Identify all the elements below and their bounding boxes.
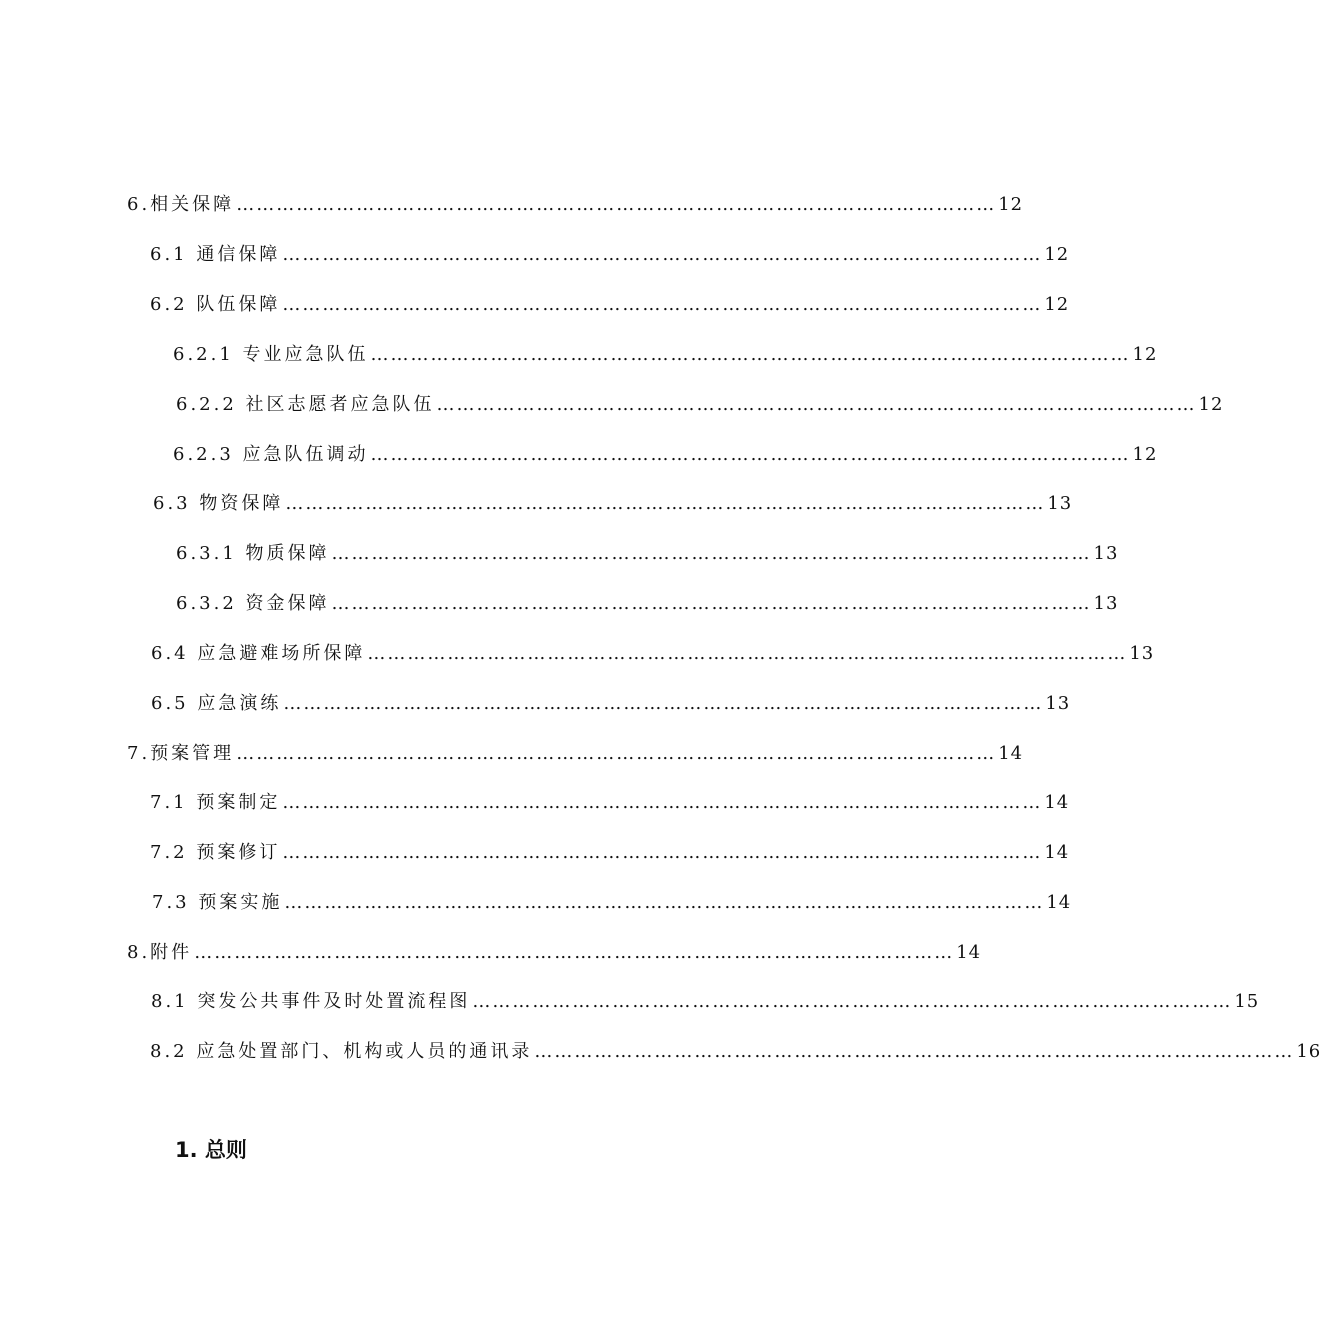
toc-entry-label: 6.2.2 社区志愿者应急队伍 bbox=[176, 394, 435, 415]
toc-entry-page: 13 bbox=[1047, 493, 1073, 514]
toc-entry-page: 12 bbox=[998, 194, 1024, 215]
toc-entry-6-3-2[interactable] bbox=[176, 590, 1119, 618]
toc-entry-7-3[interactable] bbox=[152, 889, 1072, 917]
toc-entry-6-2-3[interactable] bbox=[173, 441, 1158, 469]
toc-leader-dots: …………………………………………………………………………………………………… bbox=[283, 693, 1044, 714]
toc-entry-page: 12 bbox=[1132, 344, 1158, 365]
toc-leader-dots: …………………………………………………………………………………………………… bbox=[285, 493, 1046, 514]
toc-entry-label: 6.相关保障 bbox=[127, 194, 235, 215]
toc-leader-dots: …………………………………………………………………………………………………… bbox=[534, 1041, 1295, 1062]
toc-entry-label: 6.2 队伍保障 bbox=[150, 294, 281, 315]
toc-entry-6-1[interactable] bbox=[150, 241, 1070, 269]
toc-entry-7-1[interactable] bbox=[150, 789, 1070, 817]
toc-entry-page: 13 bbox=[1129, 643, 1155, 664]
toc-entry-label: 8.2 应急处置部门、机构或人员的通讯录 bbox=[150, 1041, 533, 1062]
toc-leader-dots: …………………………………………………………………………………………………… bbox=[284, 892, 1045, 913]
toc-entry-6-5[interactable] bbox=[151, 690, 1071, 718]
toc-leader-dots: …………………………………………………………………………………………………… bbox=[472, 991, 1233, 1012]
toc-entry-7[interactable] bbox=[127, 740, 1024, 768]
toc-entry-page: 14 bbox=[998, 743, 1024, 764]
toc-entry-8[interactable] bbox=[127, 939, 982, 967]
toc-entry-6-4[interactable] bbox=[151, 640, 1155, 668]
toc-entry-label: 6.2.1 专业应急队伍 bbox=[173, 344, 369, 365]
toc-entry-label: 6.2.3 应急队伍调动 bbox=[173, 444, 369, 465]
toc-entry-6-2-1[interactable] bbox=[173, 341, 1158, 369]
toc-entry-label: 7.3 预案实施 bbox=[152, 892, 283, 913]
toc-leader-dots: …………………………………………………………………………………………………… bbox=[282, 244, 1043, 265]
toc-leader-dots: …………………………………………………………………………………………………… bbox=[282, 792, 1043, 813]
toc-entry-6[interactable] bbox=[127, 191, 1024, 219]
toc-leader-dots: …………………………………………………………………………………………………… bbox=[194, 942, 955, 963]
toc-entry-page: 12 bbox=[1132, 444, 1158, 465]
toc-leader-dots: …………………………………………………………………………………………………… bbox=[236, 743, 997, 764]
toc-entry-page: 13 bbox=[1045, 693, 1071, 714]
toc-entry-page: 16 bbox=[1296, 1041, 1321, 1062]
toc-leader-dots: …………………………………………………………………………………………………… bbox=[367, 643, 1128, 664]
toc-entry-label: 7.2 预案修订 bbox=[150, 842, 281, 863]
toc-entry-label: 7.1 预案制定 bbox=[150, 792, 281, 813]
toc-leader-dots: …………………………………………………………………………………………………… bbox=[282, 294, 1043, 315]
toc-leader-dots: …………………………………………………………………………………………………… bbox=[331, 543, 1092, 564]
section-heading: 1. 总则 bbox=[175, 1138, 247, 1162]
toc-entry-page: 15 bbox=[1234, 991, 1260, 1012]
toc-entry-page: 14 bbox=[1046, 892, 1072, 913]
toc-entry-6-3[interactable] bbox=[153, 490, 1073, 518]
toc-entry-label: 8.附件 bbox=[127, 942, 193, 963]
toc-entry-label: 6.3.1 物质保障 bbox=[176, 543, 330, 564]
toc-entry-page: 14 bbox=[1044, 792, 1070, 813]
toc-entry-label: 6.4 应急避难场所保障 bbox=[151, 643, 366, 664]
toc-entry-label: 8.1 突发公共事件及时处置流程图 bbox=[151, 991, 471, 1012]
toc-entry-6-2[interactable] bbox=[150, 291, 1070, 319]
toc-leader-dots: …………………………………………………………………………………………………… bbox=[331, 593, 1092, 614]
toc-entry-page: 13 bbox=[1093, 593, 1119, 614]
toc-entry-page: 13 bbox=[1093, 543, 1119, 564]
toc-entry-page: 14 bbox=[956, 942, 982, 963]
toc-leader-dots: …………………………………………………………………………………………………… bbox=[236, 194, 997, 215]
toc-entry-label: 6.3 物资保障 bbox=[153, 493, 284, 514]
toc-entry-label: 6.1 通信保障 bbox=[150, 244, 281, 265]
toc-leader-dots: …………………………………………………………………………………………………… bbox=[370, 344, 1131, 365]
toc-entry-page: 14 bbox=[1044, 842, 1070, 863]
toc-entry-label: 7.预案管理 bbox=[127, 743, 235, 764]
toc-entry-6-3-1[interactable] bbox=[176, 540, 1119, 568]
toc-leader-dots: …………………………………………………………………………………………………… bbox=[282, 842, 1043, 863]
toc-entry-7-2[interactable] bbox=[150, 839, 1070, 867]
toc-entry-8-1[interactable] bbox=[151, 988, 1260, 1016]
toc-entry-label: 6.3.2 资金保障 bbox=[176, 593, 330, 614]
toc-leader-dots: …………………………………………………………………………………………………… bbox=[370, 444, 1131, 465]
toc-entry-8-2[interactable] bbox=[150, 1038, 1321, 1066]
toc-leader-dots: …………………………………………………………………………………………………… bbox=[436, 394, 1197, 415]
toc-entry-label: 6.5 应急演练 bbox=[151, 693, 282, 714]
toc-entry-page: 12 bbox=[1044, 294, 1070, 315]
toc-entry-6-2-2[interactable] bbox=[176, 391, 1224, 419]
toc-entry-page: 12 bbox=[1044, 244, 1070, 265]
toc-entry-page: 12 bbox=[1198, 394, 1224, 415]
